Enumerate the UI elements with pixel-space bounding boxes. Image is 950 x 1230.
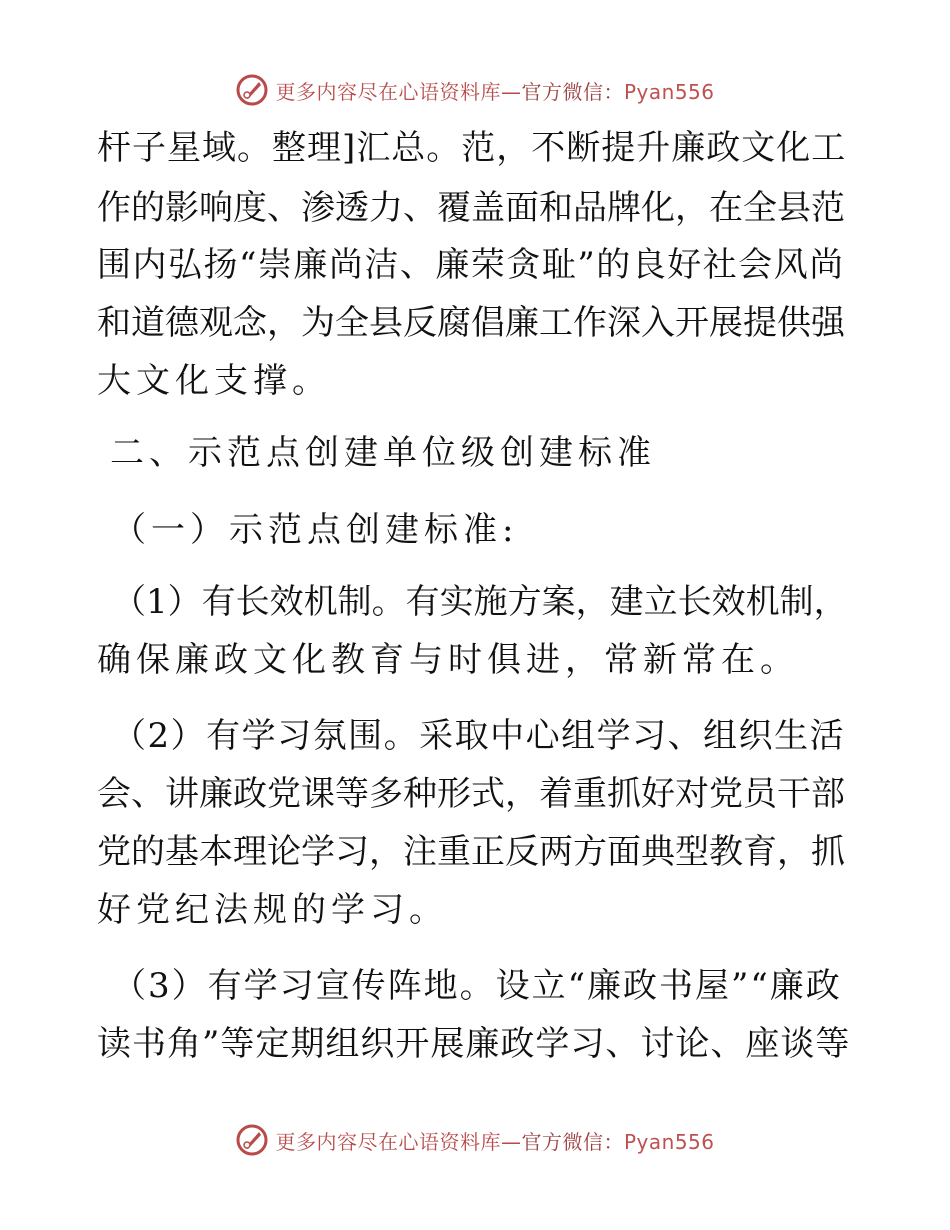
body-line: 围内弘扬“崇廉尚洁、廉荣贪耻”的良好社会风尚 <box>97 245 845 285</box>
footer-dash: — <box>500 1129 522 1154</box>
header-dash: — <box>500 79 522 104</box>
body-line: （3）有学习宣传阵地。设立“廉政书屋”“廉政 <box>112 966 842 1006</box>
header-wechat-label: 官方微信： <box>521 79 624 104</box>
quill-circle-icon <box>235 1123 269 1157</box>
header-wechat-id: Pyan556 <box>623 79 715 104</box>
body-line: （1）有长效机制。有实施方案，建立长效机制， <box>112 582 848 622</box>
header-site-text: 更多内容尽在心语资料库 <box>275 79 501 104</box>
footer-wechat-label: 官方微信： <box>521 1129 624 1154</box>
body-line: 大文化支撑。 <box>97 361 331 401</box>
body-line: 读书角”等定期组织开展廉政学习、讨论、座谈等 <box>97 1024 851 1064</box>
body-line: 和道德观念，为全县反腐倡廉工作深入开展提供强 <box>97 303 845 343</box>
body-line: （2）有学习氛围。采取中心组学习、组织生活 <box>112 716 846 756</box>
footer-watermark-banner <box>0 1120 950 1160</box>
header-watermark-banner <box>0 70 950 110</box>
footer-site-text: 更多内容尽在心语资料库 <box>275 1129 501 1154</box>
body-line: 确保廉政文化教育与时俱进，常新常在。 <box>97 640 799 680</box>
body-line: 党的基本理论学习，注重正反两方面典型教育，抓 <box>97 832 845 872</box>
section-heading: 二、示范点创建单位级创建标准 <box>110 433 656 473</box>
body-line: 会、讲廉政党课等多种形式，着重抓好对党员干部 <box>97 774 845 814</box>
quill-circle-icon <box>235 73 269 107</box>
subsection-heading: （一）示范点创建标准: <box>112 510 519 550</box>
footer-wechat-id: Pyan556 <box>623 1129 715 1154</box>
header-watermark-text <box>275 76 714 105</box>
body-line: 好党纪法规的学习。 <box>97 890 448 930</box>
footer-watermark-text <box>275 1126 714 1155</box>
body-line: 作的影响度、渗透力、覆盖面和品牌化，在全县范 <box>97 188 845 228</box>
body-line: 杆子星域。整理]汇总。范，不断提升廉政文化工 <box>97 128 847 168</box>
